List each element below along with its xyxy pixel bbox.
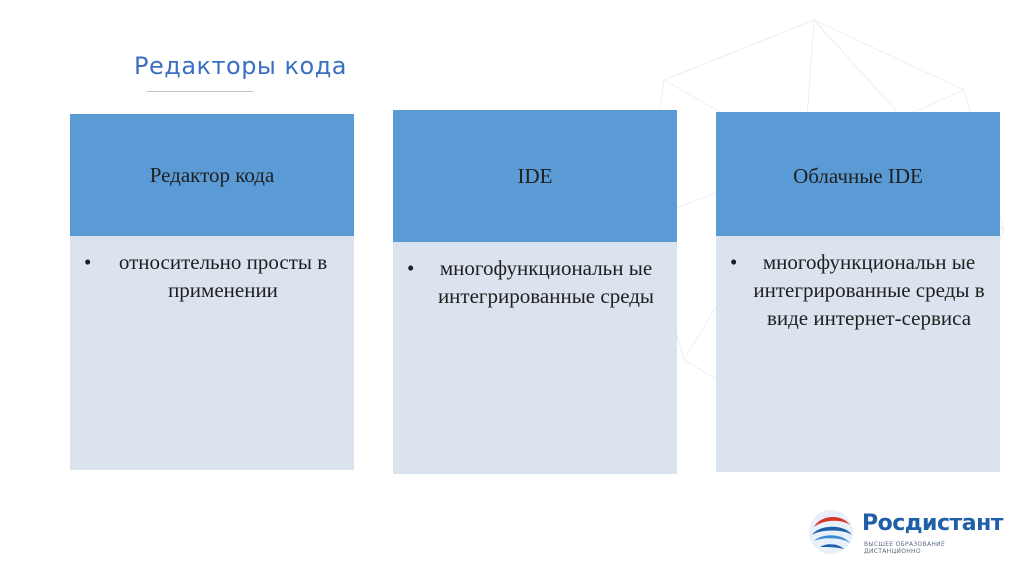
- list-item: [407, 254, 663, 310]
- list-item-text: относительно просты в применении: [118, 250, 328, 302]
- list-item-text: многофункциональн ые интегрированные среды: [437, 256, 655, 308]
- logo-name: Росдистант: [862, 511, 1004, 536]
- title-underline: [147, 91, 253, 92]
- card-header: Редактор кода: [70, 114, 354, 236]
- card-cloud-ide: [716, 112, 1000, 472]
- card-ide: [393, 110, 677, 474]
- card-body: [716, 236, 1000, 472]
- bullet-icon: •: [730, 250, 738, 274]
- list-item-text: многофункциональн ые интегрированные среды в виде интернет-сервиса: [753, 250, 985, 330]
- card-body: [393, 242, 677, 474]
- list-item: [730, 248, 986, 332]
- card-body: [70, 236, 354, 470]
- card-header: Облачные IDE: [716, 112, 1000, 236]
- card-header: IDE: [393, 110, 677, 242]
- slide-title: Редакторы кода: [134, 52, 347, 80]
- logo-globe-icon: [806, 507, 856, 557]
- logo-tagline: ВЫСШЕЕ ОБРАЗОВАНИЕ ДИСТАНЦИОННО: [864, 541, 946, 555]
- card-code-editor: [70, 114, 354, 470]
- rosdistant-logo: [806, 507, 1002, 561]
- list-item: [84, 248, 340, 304]
- bullet-icon: •: [84, 250, 92, 274]
- bullet-icon: •: [407, 256, 415, 280]
